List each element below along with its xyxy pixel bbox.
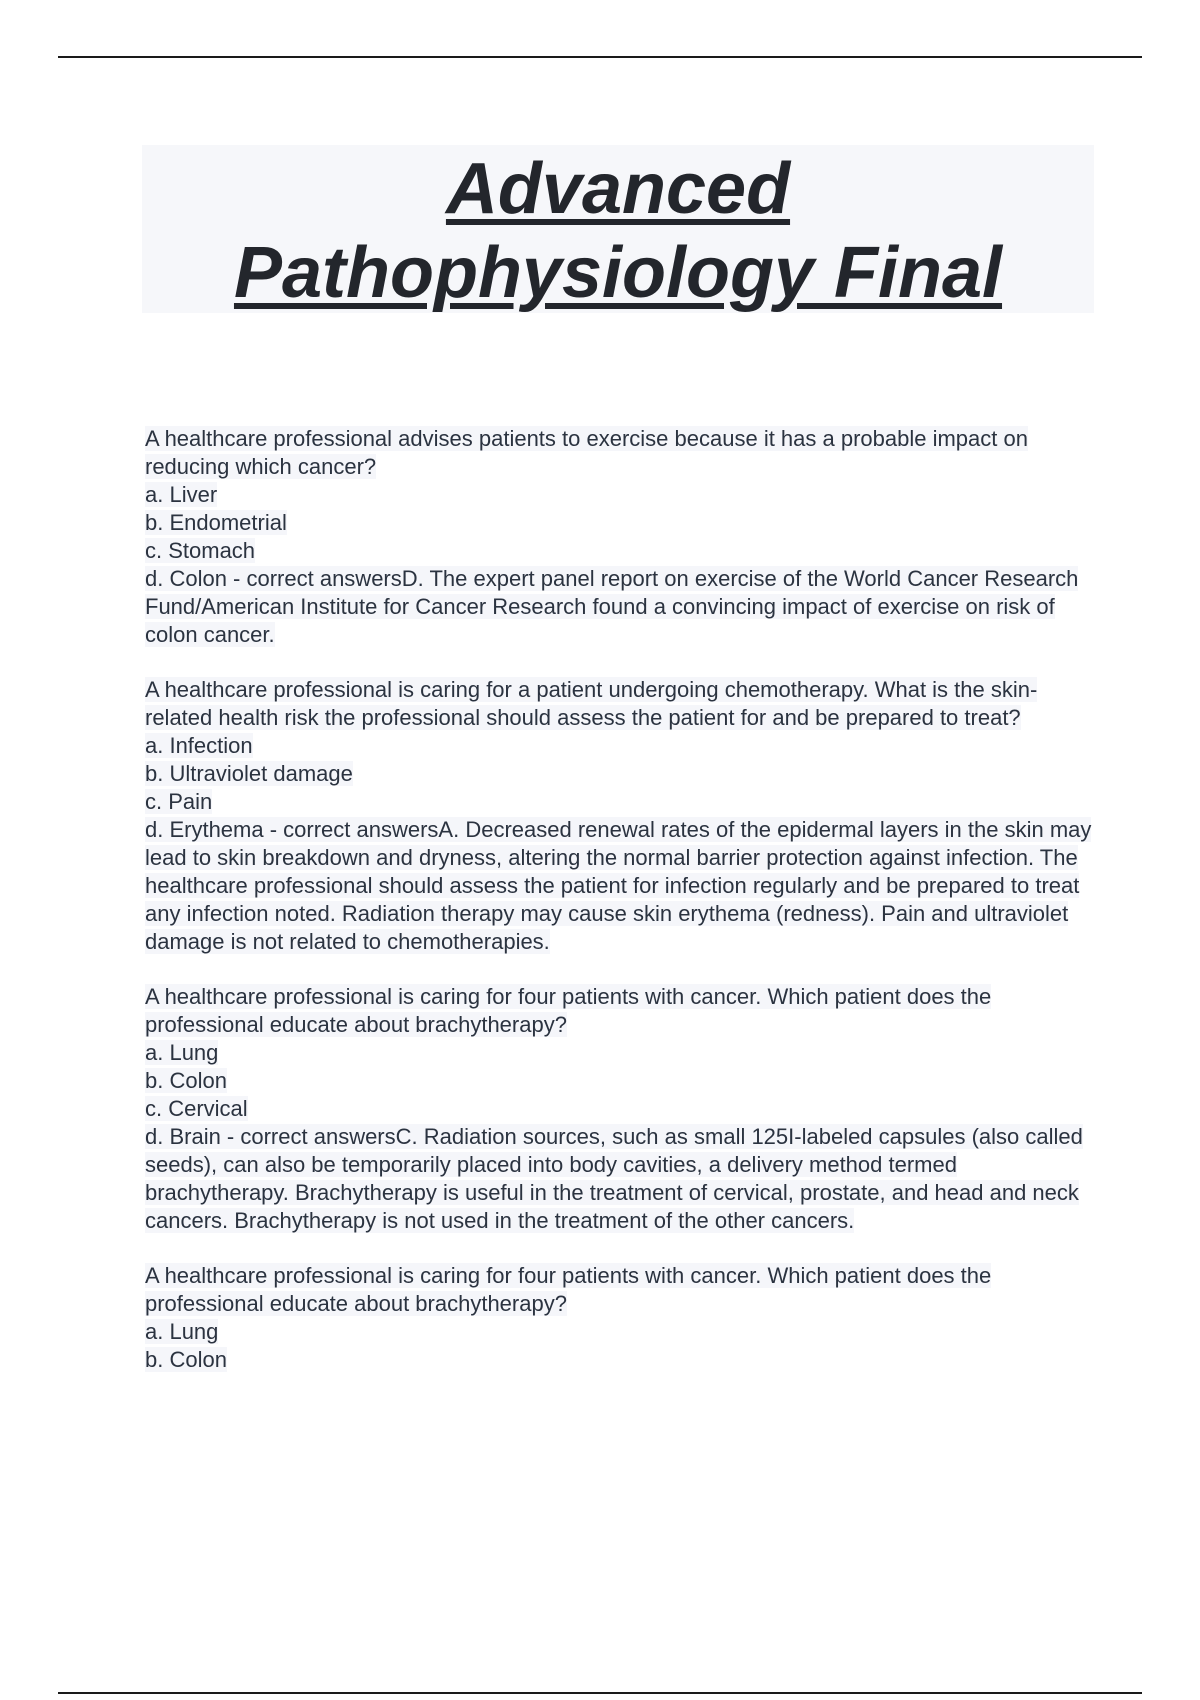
answer-with-explanation: d. Brain - correct answersC. Radiation sources, such as small 125I-labeled capsules (also called seeds), can also be temporarily placed into body cavities, a delivery method termed brachytherapy. Brachytherapy is useful in the treatment of cervical, prostate, and head and neck cancers. Brachytherapy is not used in the treatment of the other cancers. <box>145 1124 1083 1233</box>
bottom-rule <box>58 1692 1142 1694</box>
answer-option: b. Endometrial <box>145 510 287 535</box>
question-block-3 <box>145 983 1095 1235</box>
answer-option: b. Colon <box>145 1068 227 1093</box>
answer-option: b. Colon <box>145 1347 227 1372</box>
document-title <box>142 145 1094 315</box>
question-stem: A healthcare professional is caring for a patient undergoing chemotherapy. What is the skin-related health risk the professional should assess the patient for and be prepared to treat? <box>145 677 1038 730</box>
answer-option: a. Infection <box>145 733 253 758</box>
title-banner <box>142 145 1094 313</box>
question-stem: A healthcare professional is caring for four patients with cancer. Which patient does the professional educate about brachytherapy? <box>145 1263 992 1316</box>
answer-with-explanation: d. Colon - correct answersD. The expert panel report on exercise of the World Cancer Research Fund/American Institute for Cancer Research found a convincing impact of exercise on risk of colon cancer. <box>145 566 1079 647</box>
answer-option: c. Stomach <box>145 538 256 563</box>
top-rule <box>58 56 1142 58</box>
answer-option: c. Pain <box>145 789 213 814</box>
question-block-4 <box>145 1262 1095 1374</box>
question-block-1 <box>145 425 1095 649</box>
answer-option: a. Liver <box>145 482 218 507</box>
title-line-1: Advanced <box>445 149 791 229</box>
question-list <box>145 425 1095 1401</box>
question-stem: A healthcare professional is caring for four patients with cancer. Which patient does the professional educate about brachytherapy? <box>145 984 992 1037</box>
question-block-2 <box>145 676 1095 956</box>
answer-with-explanation: d. Erythema - correct answersA. Decreased renewal rates of the epidermal layers in the skin may lead to skin breakdown and dryness, altering the normal barrier protection against infection. The healthcare professional should assess the patient for infection regularly and be prepared to treat any infection noted. Radiation therapy may cause skin erythema (redness). Pain and ultraviolet damage is not related to chemotherapies. <box>145 817 1092 954</box>
answer-option: a. Lung <box>145 1319 219 1344</box>
answer-option: b. Ultraviolet damage <box>145 761 353 786</box>
answer-option: a. Lung <box>145 1040 219 1065</box>
question-stem: A healthcare professional advises patients to exercise because it has a probable impact on reducing which cancer? <box>145 426 1028 479</box>
answer-option: c. Cervical <box>145 1096 248 1121</box>
title-line-2: Pathophysiology Final <box>233 233 1003 313</box>
